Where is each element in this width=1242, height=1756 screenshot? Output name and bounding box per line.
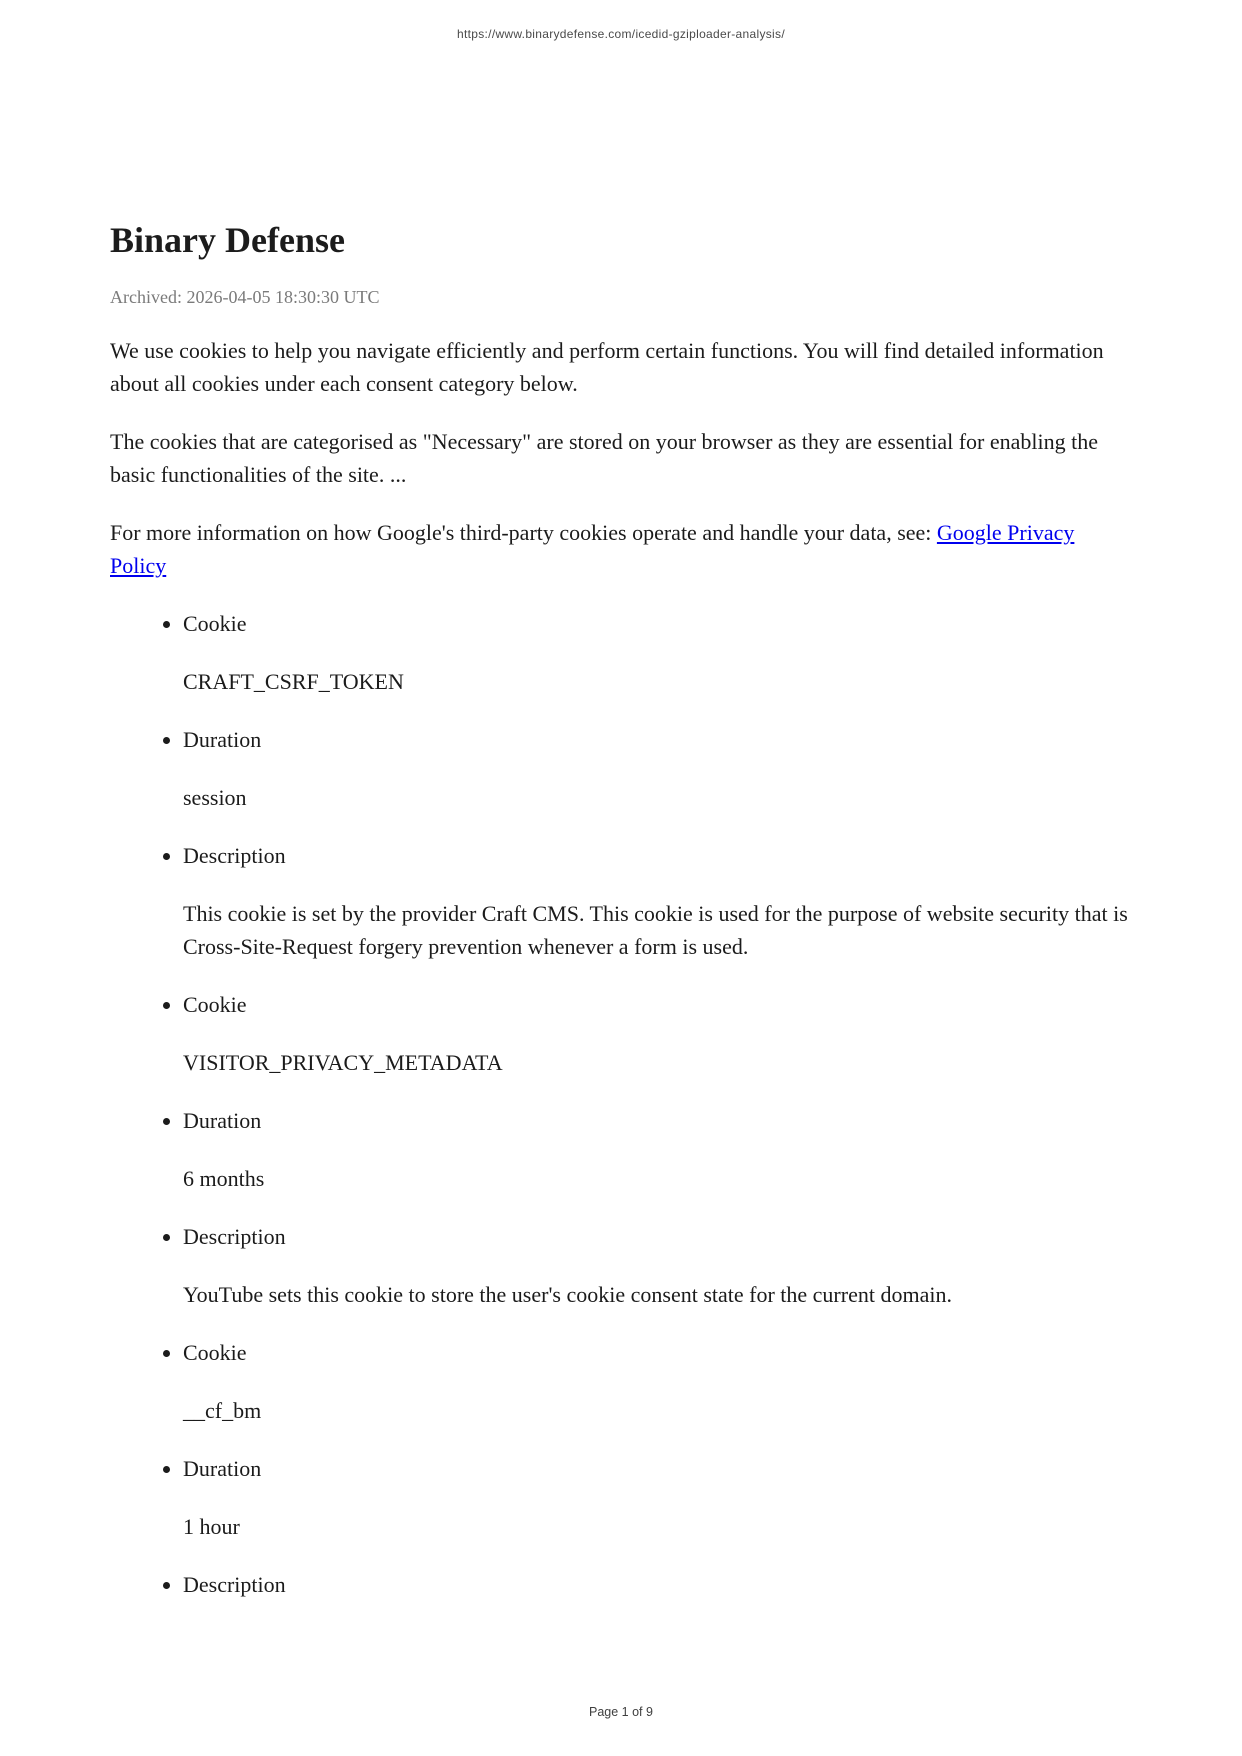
google-privacy-paragraph-text: For more information on how Google's third-party cookies operate and handle your data, see: [110,520,937,545]
google-privacy-paragraph [110,516,1132,582]
cookie-value: CRAFT_CSRF_TOKEN [183,669,404,694]
list-item [183,1104,1132,1195]
google-privacy-policy-link[interactable]: Google Privacy Policy [110,520,1075,578]
description-label: • Description [183,843,286,868]
list-item [183,607,1132,698]
cookie-list [110,607,1132,1601]
description-label: • Description [183,1224,286,1249]
page-title: Binary Defense [110,220,345,260]
description-label: • Description [183,1572,286,1597]
list-item [183,988,1132,1079]
duration-value: 1 hour [183,1514,240,1539]
duration-label: • Duration [183,1456,262,1481]
list-item [183,1220,1132,1311]
duration-label: • Duration [183,727,262,752]
document-body [110,0,1132,1601]
cookie-label: • Cookie [183,1340,247,1365]
intro-paragraph-2: The cookies that are categorised as "Necessary" are stored on your browser as they are essential for enabling the basic functionalities of the site. ... [110,429,1099,487]
list-item [183,723,1132,814]
list-item [183,1568,1132,1601]
list-item [183,839,1132,963]
cookie-label: • Cookie [183,611,247,636]
cookie-value: VISITOR_PRIVACY_METADATA [183,1050,503,1075]
duration-value: session [183,785,247,810]
description-value: YouTube sets this cookie to store the user's cookie consent state for the current domain. [183,1282,952,1307]
intro-paragraph-1: We use cookies to help you navigate efficiently and perform certain functions. You will find detailed information about all cookies under each consent category below. [110,338,1104,396]
description-value: This cookie is set by the provider Craft CMS. This cookie is used for the purpose of website security that is Cross-Site-Request forgery prevention whenever a form is used. [183,901,1128,959]
page-number: Page 1 of 9 [589,1705,653,1719]
duration-label: • Duration [183,1108,262,1133]
cookie-value: __cf_bm [183,1398,262,1423]
cookie-label: • Cookie [183,992,247,1017]
list-item [183,1336,1132,1427]
duration-value: 6 months [183,1166,265,1191]
list-item [183,1452,1132,1543]
source-url-text: https://www.binarydefense.com/icedid-gziploader-analysis/ [457,27,785,41]
archived-timestamp: Archived: 2026-04-05 18:30:30 UTC [110,287,380,307]
